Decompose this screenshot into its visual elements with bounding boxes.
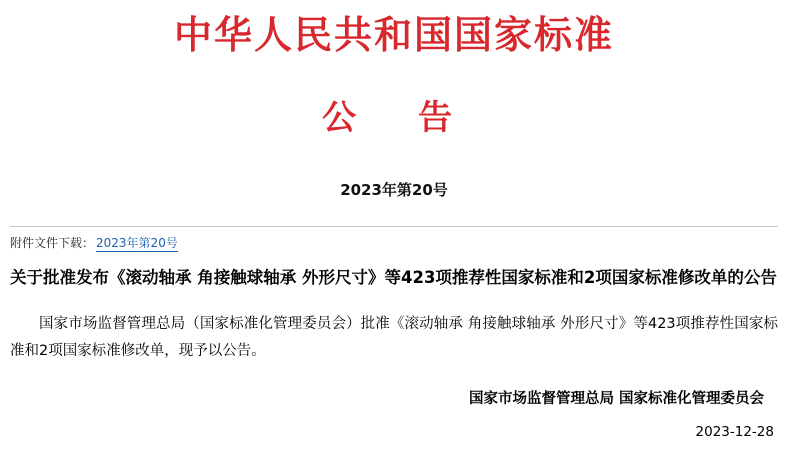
document-body: 国家市场监督管理总局（国家标准化管理委员会）批准《滚动轴承 角接触球轴承 外形尺寸》等423项推荐性国家标准和2项国家标准修改单，现予以公告。 bbox=[10, 316, 778, 359]
attachment-download-link[interactable]: 2023年第20号 bbox=[96, 235, 178, 250]
page-title: 中华人民共和国国家标准 bbox=[173, 12, 614, 57]
publish-date: 2023-12-28 bbox=[695, 423, 774, 440]
masthead-subtitle: 公 告 bbox=[322, 97, 466, 138]
attachment-row bbox=[10, 234, 778, 252]
attachment-label: 附件文件下载： bbox=[10, 236, 95, 251]
document-title: 关于批准发布《滚动轴承 角接触球轴承 外形尺寸》等423项推荐性国家标准和2项国家标准修改单的公告 bbox=[10, 267, 777, 287]
issuing-authority: 国家市场监督管理总局 国家标准化管理委员会 bbox=[468, 390, 764, 407]
masthead bbox=[10, 0, 778, 139]
issue-number: 2023年第20号 bbox=[340, 180, 448, 199]
divider bbox=[10, 226, 778, 227]
